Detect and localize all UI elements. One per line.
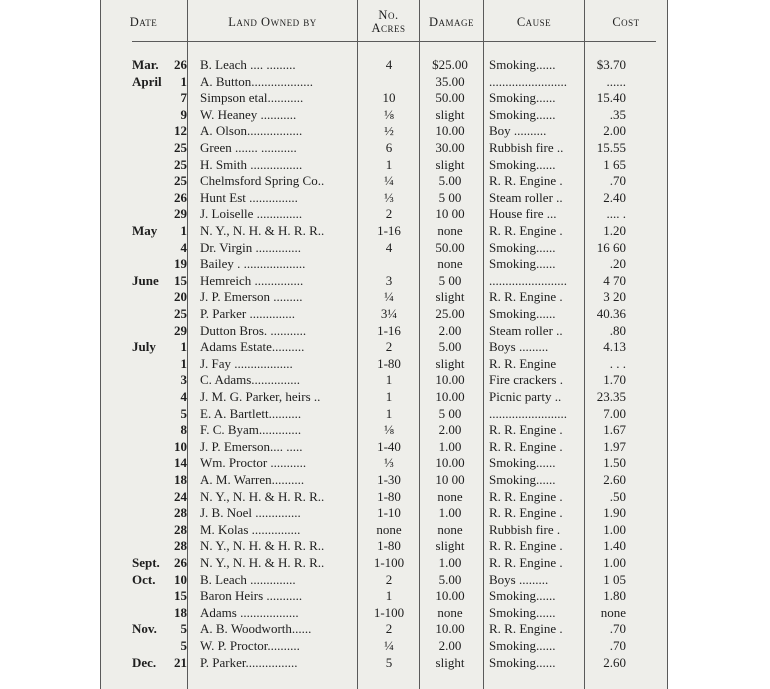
cell-damage: 10.00 (435, 588, 465, 604)
table-row (100, 223, 668, 240)
cell-damage: 5 00 (438, 272, 462, 288)
cell-day: 8 (180, 422, 187, 438)
cell-owner: Hemreich ............... (200, 272, 304, 288)
cell-cause: Rubbish fire . (489, 521, 561, 537)
cell-day: 28 (174, 538, 187, 554)
cell-damage: 50.00 (435, 239, 465, 255)
table-row (100, 140, 668, 157)
cell-owner: Wm. Proctor ........... (200, 455, 307, 471)
cell-damage: 1.00 (438, 438, 462, 454)
cell-day: 25 (174, 306, 187, 321)
cell-day: 10 (174, 438, 187, 454)
cell-day: 25 (174, 140, 187, 155)
table-row (100, 389, 668, 406)
cell-day: 12 (174, 123, 187, 139)
cell-owner: Adams .................. (200, 604, 299, 620)
cell-day: 20 (174, 289, 187, 305)
cell-day: 18 (174, 472, 187, 487)
ledger-page (100, 0, 668, 689)
cell-acres: 1 (385, 372, 393, 388)
cell-day: 28 (174, 521, 187, 537)
cell-cost: . . . (609, 355, 626, 371)
cell-cause: R. R. Engine . (489, 538, 563, 554)
cell-day: 25 (174, 156, 187, 172)
cell-owner: A. Olson................. (200, 123, 303, 139)
table-row (100, 439, 668, 456)
cell-damage: slight (435, 106, 465, 122)
cell-acres: 2 (385, 339, 393, 355)
cell-cost: 1.90 (603, 505, 626, 521)
cell-cost: .80 (609, 322, 626, 338)
cell-damage: 10.00 (435, 389, 465, 404)
cell-cost: 4.13 (603, 339, 626, 355)
table-row (100, 323, 668, 340)
cell-acres: 1-16 (377, 223, 401, 238)
cell-cost: 2.60 (603, 654, 626, 670)
cell-owner: J. B. Noel .............. (200, 505, 301, 521)
cell-acres: ¼ (384, 289, 394, 305)
cell-damage: 5.00 (438, 173, 462, 189)
cell-acres: 1-80 (377, 538, 401, 554)
cell-damage: slight (435, 289, 465, 305)
table-row (100, 638, 668, 655)
cell-acres: 1-100 (373, 555, 405, 570)
cell-damage: 10.00 (435, 123, 465, 139)
cell-damage: slight (435, 538, 465, 554)
cell-cost: 1.40 (603, 538, 626, 554)
cell-cause: Smoking...... (489, 306, 556, 321)
table-row (100, 605, 668, 622)
cell-damage: slight (435, 156, 465, 172)
cell-owner: Adams Estate.......... (200, 339, 305, 355)
table-row (100, 538, 668, 555)
cell-damage: 1.00 (438, 555, 462, 570)
cell-damage: none (437, 256, 463, 272)
table-row (100, 157, 668, 174)
cell-owner: J. P. Emerson ......... (200, 289, 303, 305)
cell-cause: House fire ... (489, 206, 557, 222)
cell-acres: 6 (385, 140, 393, 155)
cell-cost: ...... (606, 73, 626, 89)
cell-day: 10 (174, 571, 187, 587)
cell-cost: 1.80 (603, 588, 626, 604)
cell-month: Nov. (132, 621, 157, 637)
cell-cost: 1.70 (603, 372, 626, 388)
cell-damage: 10.00 (435, 455, 465, 471)
cell-damage: 30.00 (435, 140, 465, 155)
cell-owner: Green ....... ........... (200, 140, 297, 155)
cell-cost: 1 05 (603, 571, 626, 587)
cell-cost: $3.70 (596, 57, 626, 72)
cell-cause: R. R. Engine . (489, 422, 563, 438)
cell-cause: R. R. Engine (489, 355, 557, 371)
table-row (100, 74, 668, 91)
cell-acres: 4 (385, 57, 393, 72)
cell-day: 15 (174, 272, 187, 288)
cell-cost: 7.00 (603, 405, 626, 421)
cell-acres: ⅓ (384, 189, 394, 205)
cell-owner: A. M. Warren.......... (200, 472, 305, 487)
cell-cause: R. R. Engine . (489, 223, 563, 238)
cell-day: 26 (174, 57, 187, 72)
cell-owner: Simpson etal........... (200, 90, 304, 106)
table-row (100, 273, 668, 290)
cell-day: 25 (174, 173, 187, 189)
cell-cause: Smoking...... (489, 604, 556, 620)
cell-month: April (132, 73, 162, 89)
cell-cost: 2.60 (603, 472, 626, 487)
cell-damage: 2.00 (438, 638, 462, 653)
cell-cost: 1.00 (603, 521, 626, 537)
table-row (100, 522, 668, 539)
cell-cause: Boy .......... (489, 123, 547, 139)
cell-day: 9 (180, 106, 187, 122)
cell-damage: 5 00 (438, 189, 462, 205)
cell-cost: 4 70 (603, 272, 626, 288)
cell-damage: 10 00 (435, 472, 465, 487)
cell-acres: 1 (385, 389, 393, 404)
cell-damage: none (437, 223, 463, 238)
cell-cost: .35 (609, 106, 626, 122)
cell-day: 18 (174, 604, 187, 620)
table-row (100, 406, 668, 423)
cell-owner: P. Parker .............. (200, 306, 295, 321)
cell-owner: Dutton Bros. ........... (200, 322, 307, 338)
cell-day: 29 (174, 322, 187, 338)
cell-owner: Hunt Est ............... (200, 189, 298, 205)
cell-acres: 1 (385, 588, 393, 604)
cell-cost: .70 (609, 173, 626, 189)
cell-day: 15 (174, 588, 187, 604)
cell-cost: 1.20 (603, 223, 626, 238)
cell-cost: 2.40 (603, 189, 626, 205)
cell-cause: Smoking...... (489, 638, 556, 653)
cell-owner: E. A. Bartlett.......... (200, 405, 302, 421)
cell-damage: slight (435, 654, 465, 670)
cell-acres: 1-80 (377, 355, 401, 371)
cell-cost: .70 (609, 621, 626, 637)
cell-acres: 3 (385, 272, 393, 288)
cell-month: July (132, 339, 156, 355)
table-row (100, 588, 668, 605)
cell-acres: 1 (385, 156, 393, 172)
cell-month: Dec. (132, 654, 157, 670)
cell-cost: .70 (609, 638, 626, 653)
cell-cause: R. R. Engine . (489, 438, 563, 454)
cell-cost: 1.50 (603, 455, 626, 471)
cell-cost: .20 (609, 256, 626, 272)
cell-cause: Smoking...... (489, 455, 556, 471)
cell-damage: none (437, 521, 463, 537)
cell-month: Mar. (132, 57, 159, 72)
cell-acres: 1 (385, 405, 393, 421)
table-row (100, 572, 668, 589)
cell-acres: 3¼ (380, 306, 398, 321)
cell-cause: R. R. Engine . (489, 488, 563, 504)
cell-cause: Smoking...... (489, 156, 556, 172)
cell-owner: C. Adams............... (200, 372, 301, 388)
cell-acres: ¼ (384, 173, 394, 189)
cell-cause: Rubbish fire .. (489, 140, 564, 155)
cell-acres: ⅛ (384, 106, 394, 122)
cell-cause: Smoking...... (489, 654, 556, 670)
table-row (100, 356, 668, 373)
table-row (100, 90, 668, 107)
cell-cost: 1.97 (603, 438, 626, 454)
cell-cause: Boys ......... (489, 571, 549, 587)
cell-acres: 1-40 (377, 438, 401, 454)
cell-cause: R. R. Engine . (489, 555, 563, 570)
cell-day: 4 (180, 239, 187, 255)
header-cost: Cost (612, 14, 640, 29)
cell-day: 1 (180, 339, 187, 355)
cell-owner: P. Parker................ (200, 654, 298, 670)
cell-cause: Smoking...... (489, 239, 556, 255)
cell-cause: Picnic party .. (489, 389, 562, 404)
cell-acres: 1-16 (377, 322, 401, 338)
table-row (100, 206, 668, 223)
cell-acres: ⅛ (384, 422, 394, 438)
cell-owner: W. Heaney ........... (200, 106, 297, 122)
cell-owner: Bailey . ................... (200, 256, 306, 272)
cell-owner: H. Smith ................ (200, 156, 303, 172)
cell-cost: 15.55 (596, 140, 626, 155)
cell-day: 29 (174, 206, 187, 222)
cell-owner: N. Y., N. H. & H. R. R.. (200, 223, 325, 238)
cell-cause: R. R. Engine . (489, 505, 563, 521)
cell-day: 7 (180, 90, 187, 106)
cell-owner: M. Kolas ............... (200, 521, 301, 537)
cell-day: 19 (174, 256, 187, 272)
cell-cost: 1.00 (603, 555, 626, 570)
cell-cause: Steam roller .. (489, 189, 563, 205)
cell-owner: W. P. Proctor.......... (200, 638, 300, 653)
cell-damage: 2.00 (438, 322, 462, 338)
cell-owner: A. Button................... (200, 73, 314, 89)
cell-cause: R. R. Engine . (489, 289, 563, 305)
header-damage: Damage (428, 14, 475, 29)
cell-owner: N. Y., N. H. & H. R. R.. (200, 488, 325, 504)
cell-day: 5 (180, 621, 187, 637)
cell-damage: 2.00 (438, 422, 462, 438)
cell-day: 26 (174, 189, 187, 205)
table-row (100, 289, 668, 306)
cell-damage: 5.00 (438, 339, 462, 355)
cell-owner: N. Y., N. H. & H. R. R.. (200, 538, 325, 554)
cell-acres: 1-10 (377, 505, 401, 521)
cell-cost: .50 (609, 488, 626, 504)
cell-damage: 10.00 (435, 372, 465, 388)
cell-day: 1 (180, 355, 187, 371)
cell-day: 1 (180, 73, 187, 89)
cell-acres: ½ (384, 123, 394, 139)
table-row (100, 190, 668, 207)
cell-cause: Boys ......... (489, 339, 549, 355)
cell-cause: R. R. Engine . (489, 621, 563, 637)
table-row (100, 240, 668, 257)
cell-day: 21 (174, 654, 187, 670)
cell-damage: none (437, 488, 463, 504)
header-land-owned: Land Owned by (228, 14, 317, 29)
cell-cost: 16 60 (596, 239, 626, 255)
cell-acres: 10 (382, 90, 396, 106)
table-row (100, 57, 668, 74)
cell-owner: B. Leach .............. (200, 571, 296, 587)
cell-acres: 2 (385, 206, 393, 222)
cell-damage: 35.00 (435, 73, 465, 89)
cell-owner: J. M. G. Parker, heirs .. (200, 389, 321, 404)
cell-cause: ........................ (489, 272, 567, 288)
cell-acres: 2 (385, 571, 393, 587)
cell-damage: 5.00 (438, 571, 462, 587)
cell-cause: Smoking...... (489, 588, 556, 604)
cell-cause: Smoking...... (489, 57, 556, 72)
cell-acres: 5 (385, 654, 393, 670)
header-cause: Cause (516, 14, 552, 29)
cell-owner: Dr. Virgin .............. (200, 239, 301, 255)
table-row (100, 173, 668, 190)
header-date: Date (129, 14, 158, 29)
cell-damage: slight (435, 355, 465, 371)
cell-damage: 10.00 (435, 621, 465, 637)
cell-acres: none (376, 521, 402, 537)
table-row (100, 256, 668, 273)
cell-cost: .... . (606, 206, 626, 222)
cell-owner: J. Fay .................. (200, 355, 293, 371)
cell-month: Sept. (132, 555, 160, 570)
table-row (100, 472, 668, 489)
table-row (100, 306, 668, 323)
cell-cost: 1 65 (603, 156, 626, 172)
cell-owner: B. Leach .... ......... (200, 57, 296, 72)
cell-day: 1 (180, 223, 187, 238)
cell-day: 4 (180, 389, 187, 404)
cell-owner: N. Y., N. H. & H. R. R.. (200, 555, 325, 570)
cell-acres: 1-30 (377, 472, 401, 487)
cell-acres: 1-100 (373, 604, 405, 620)
header-acres: No. Acres (371, 8, 406, 35)
cell-month: Oct. (132, 571, 156, 587)
cell-cause: Smoking...... (489, 106, 556, 122)
cell-cost: 15.40 (596, 90, 626, 106)
cell-month: June (132, 272, 159, 288)
table-row (100, 655, 668, 672)
cell-acres: ⅓ (384, 455, 394, 471)
cell-damage: 50.00 (435, 90, 465, 106)
cell-day: 3 (180, 372, 187, 388)
cell-cause: Fire crackers . (489, 372, 563, 388)
cell-day: 24 (174, 488, 187, 504)
cell-owner: A. B. Woodworth...... (200, 621, 312, 637)
cell-cost: none (600, 604, 626, 620)
cell-owner: F. C. Byam............. (200, 422, 302, 438)
table-row (100, 621, 668, 638)
cell-day: 26 (174, 555, 187, 570)
cell-owner: J. P. Emerson.... ..... (200, 438, 303, 454)
cell-damage: 5 00 (438, 405, 462, 421)
cell-owner: Baron Heirs ........... (200, 588, 303, 604)
cell-cost: 23.35 (596, 389, 626, 404)
cell-cause: ........................ (489, 405, 567, 421)
table-row (100, 555, 668, 572)
table-row (100, 489, 668, 506)
cell-month: May (132, 223, 158, 238)
cell-cause: Smoking...... (489, 256, 556, 272)
cell-day: 28 (174, 505, 187, 521)
cell-owner: J. Loiselle .............. (200, 206, 303, 222)
cell-acres: ¼ (384, 638, 394, 653)
cell-cost: 1.67 (603, 422, 626, 438)
cell-cost: 2.00 (603, 123, 626, 139)
cell-damage: 25.00 (435, 306, 465, 321)
cell-cost: 40.36 (596, 306, 626, 321)
cell-cause: ........................ (489, 73, 567, 89)
table-row (100, 455, 668, 472)
table-row (100, 422, 668, 439)
cell-damage: $25.00 (432, 57, 468, 72)
cell-cause: R. R. Engine . (489, 173, 563, 189)
table-row (100, 123, 668, 140)
cell-damage: 1.00 (438, 505, 462, 521)
cell-day: 5 (180, 638, 187, 653)
cell-day: 5 (180, 405, 187, 421)
cell-day: 14 (174, 455, 187, 471)
cell-acres: 4 (385, 239, 393, 255)
cell-cost: 3 20 (603, 289, 626, 305)
table-row (100, 505, 668, 522)
cell-cause: Steam roller .. (489, 322, 563, 338)
cell-acres: 2 (385, 621, 393, 637)
cell-damage: 10 00 (435, 206, 465, 222)
cell-owner: Chelmsford Spring Co.. (200, 173, 325, 189)
table-row (100, 339, 668, 356)
cell-cause: Smoking...... (489, 472, 556, 487)
table-row (100, 107, 668, 124)
cell-acres: 1-80 (377, 488, 401, 504)
table-row (100, 372, 668, 389)
cell-damage: none (437, 604, 463, 620)
cell-cause: Smoking...... (489, 90, 556, 106)
